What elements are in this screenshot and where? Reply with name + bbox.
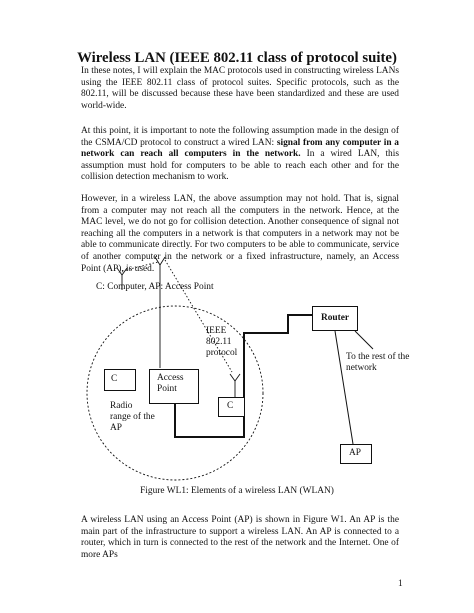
ieee-label-line2: 802.11 [206,337,232,347]
page-number: 1 [398,579,403,589]
radio-label-line3: AP [110,423,122,433]
figure-legend: C: Computer, AP: Access Point [96,282,214,292]
computer-right-box [218,397,245,417]
access-point-label-line2: Point [157,384,177,394]
radio-label-line1: Radio [110,401,133,411]
radio-range-label [110,401,155,434]
link-router-network [355,331,373,349]
paragraph-assumption-rest: In a wired LAN, this assumption must hold for computers to be able to reach each other and for the collision detection mechanism to work. [81,149,400,183]
figure-caption: Figure WL1: Elements of a wireless LAN (WLAN) [140,486,334,496]
paragraph-assumption-text: At this point, it is important to note the following assumption made in the design of the CSMA/CD protocol to construct a wired LAN: [81,126,399,148]
rest-of-network-label [346,352,409,374]
ieee-protocol-label [206,326,237,359]
radio-label-line2: range of the [110,412,155,422]
paragraph-intro: In these notes, I will explain the MAC protocols used in constructing wireless LANs using the IEEE 802.11 class of protocol suites. Specific protocols, such as the 802.11, will be discussed because these have been standardized and these are used world-wide. [81,66,399,111]
computer-right-label: C [227,401,234,411]
antenna-icon-left [117,268,127,290]
ieee-label-line1: IEEE [206,326,227,336]
paragraph-wireless: However, in a wireless LAN, the above assumption may not hold. That is, signal from a computer may not reach all the computers in the network. Hence, at the MAC level, we do not go for collision detection. Another consequence of signal not reaching all the computers in a network is that computers in a network may not be able to communicate directly. For two computers to be able to communicate, service of another computer in the network or a fixed infrastructure, namely, an Access Point (AP), is used. [81,194,399,274]
router-box [312,306,358,331]
antenna-icon-access-point [155,257,165,368]
link-router-ap [335,331,353,444]
ieee-label-line3: protocol [206,348,238,358]
computer-left-label: C [111,374,118,384]
ap-box [340,444,372,464]
wireless-link-left [122,262,158,271]
paragraph-access-point: A wireless LAN using an Access Point (AP) is shown in Figure W1. An AP is the main part of the infrastructure to support a wireless LAN. An AP is connected to a router, which in turn is connected to the rest of the network and the Internet. One of more APs [81,515,399,560]
antenna-icon-right [230,374,240,397]
computer-left-box [104,369,136,391]
page-title: Wireless LAN (IEEE 802.11 class of protocol suite) [77,50,397,66]
router-label: Router [320,313,350,323]
access-point-box [149,369,199,404]
paragraph-assumption-bold: signal from any computer in a network can reach all computers in the network. [81,137,399,160]
rest-label-line2: network [346,363,377,373]
ap-box-label: AP [349,448,361,458]
rest-label-line1: To the rest of the [346,352,410,362]
access-point-label-line1: Access [157,373,184,383]
